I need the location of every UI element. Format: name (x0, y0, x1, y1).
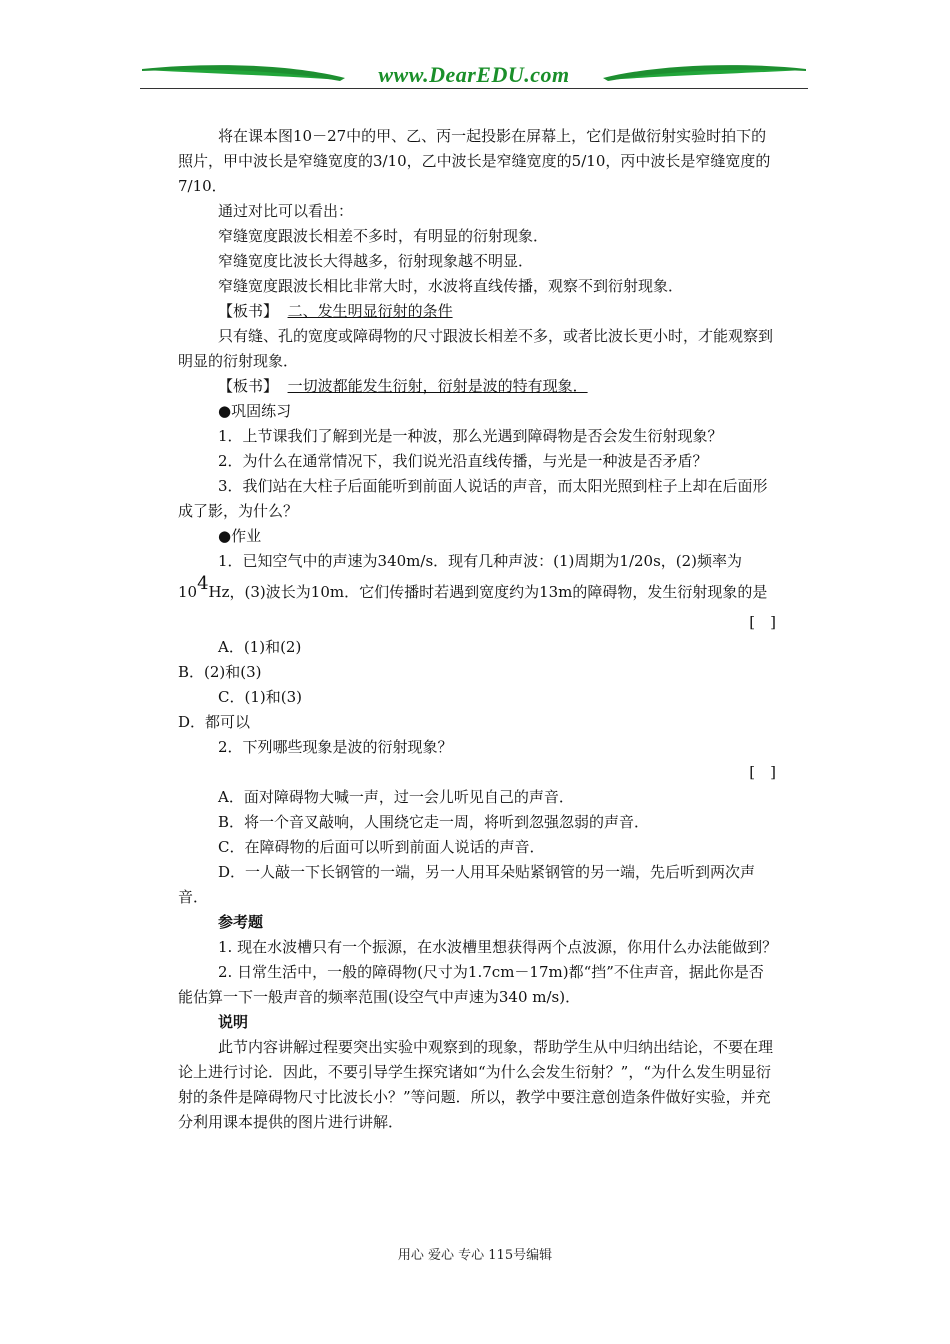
hw1-option-d: D．都可以 (178, 713, 251, 731)
board-text-underlined: 二、发生明显衍射的条件 (287, 302, 453, 320)
question-continuation: Hz，(3)波长为10m．它们传播时若遇到宽度约为13m的障碍物，发生衍射现象的是 (208, 583, 768, 601)
document-body (178, 124, 778, 1135)
board-tag: 【板书】 (218, 302, 279, 320)
paragraph-2: 通过对比可以看出： (218, 202, 354, 220)
answer-bracket-1: [ ] (749, 613, 776, 631)
practice-question-2: 2．为什么在通常情况下，我们说光沿直线传播，与光是一种波是否矛盾？ (218, 452, 708, 470)
site-logo: www.DearEDU.com (378, 62, 570, 87)
paragraph-1: 将在课本图10－27中的甲、乙、丙一起投影在屏幕上，它们是做衍射实验时拍下的照片，甲中波长是窄缝宽度的3/10，乙中波长是窄缝宽度的5/10，丙中波长是窄缝宽度的7/10． (178, 127, 771, 195)
hw2-option-d: D．一人敲一下长钢管的一端，另一人用耳朵贴紧钢管的另一端，先后听到两次声音． (178, 863, 756, 906)
paragraph-4: 窄缝宽度比波长大得越多，衍射现象越不明显． (218, 252, 534, 270)
homework-question-1b (178, 574, 778, 610)
homework-question-2: 2．下列哪些现象是波的衍射现象？ (218, 738, 453, 756)
notes-heading: 说明 (218, 1013, 249, 1031)
paragraph-6: 只有缝、孔的宽度或障碍物的尺寸跟波长相差不多，或者比波长更小时，才能观察到明显的衍射现象． (178, 327, 774, 370)
header-rule (140, 88, 808, 89)
page-footer: 用心 爱心 专心 115号编辑 (397, 1248, 553, 1263)
practice-question-3: 3．我们站在大柱子后面能听到前面人说话的声音，而太阳光照到柱子上却在后面形成了影，为什么？ (178, 477, 768, 520)
reference-question-2: 2. 日常生活中，一般的障碍物(尺寸为1.7cm－17m)都“挡”不住声音，据此你是否能估算一下一般声音的频率范围(设空气中声速为340 m/s)． (178, 963, 764, 1006)
practice-question-1: 1．上节课我们了解到光是一种波，那么光遇到障碍物是否会发生衍射现象？ (218, 427, 723, 445)
board-note-1 (178, 299, 778, 324)
homework-heading: ●作业 (218, 527, 262, 545)
hw1-option-c: C．(1)和(3) (218, 688, 302, 706)
board-tag: 【板书】 (218, 377, 279, 395)
paragraph-3: 窄缝宽度跟波长相差不多时，有明显的衍射现象． (218, 227, 549, 245)
practice-heading: ●巩固练习 (218, 402, 292, 420)
board-note-2 (178, 374, 778, 399)
answer-bracket-2: [ ] (749, 763, 776, 781)
paragraph-5: 窄缝宽度跟波长相比非常大时，水波将直线传播，观察不到衍射现象． (218, 277, 684, 295)
hw2-option-c: C．在障碍物的后面可以听到前面人说话的声音． (218, 838, 545, 856)
hw1-option-a: A．(1)和(2) (218, 638, 302, 656)
power-base: 10 (178, 583, 198, 601)
hw2-option-a: A．面对障碍物大喊一声，过一会儿听见自己的声音． (218, 788, 574, 806)
power-exponent: 4 (197, 573, 209, 594)
board-text-underlined: 一切波都能发生衍射，衍射是波的特有现象． (287, 377, 588, 395)
hw2-option-b: B．将一个音叉敲响，人围绕它走一周，将听到忽强忽弱的声音． (218, 813, 650, 831)
notes-paragraph: 此节内容讲解过程要突出实验中观察到的现象，帮助学生从中归纳出结论，不要在理论上进行讨论．因此，不要引导学生探究诸如“为什么会发生衍射？”，“为什么发生明显衍射的条件是障碍物尺寸比波长小？”等问题．所以，教学中要注意创造条件做好实验，并充分利用课本提供的图片进行讲解． (178, 1038, 774, 1131)
hw1-option-b: B．(2)和(3) (178, 663, 262, 681)
reference-heading: 参考题 (218, 913, 264, 931)
homework-question-1a: 1．已知空气中的声速为340m/s．现有几种声波：(1)周期为1/20s，(2)频率为 (218, 552, 743, 570)
page-header (140, 58, 808, 92)
reference-question-1: 1. 现在水波槽只有一个振源，在水波槽里想获得两个点波源，你用什么办法能做到？ (218, 938, 778, 956)
